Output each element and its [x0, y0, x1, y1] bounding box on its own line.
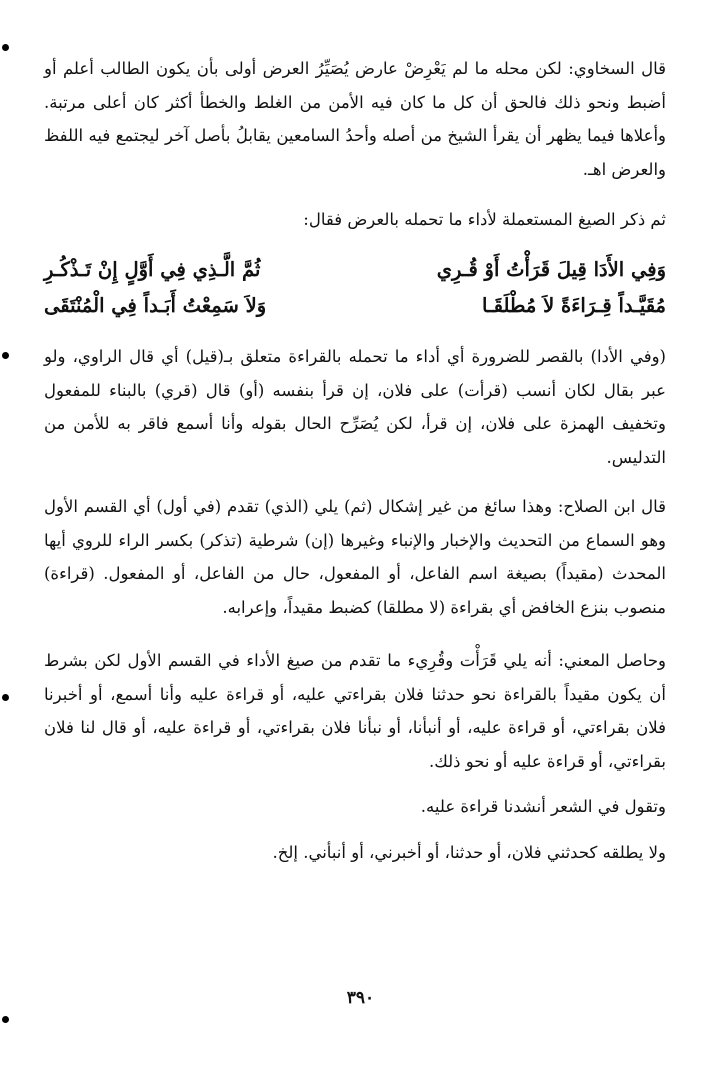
verse-2-first-hemistich: مُقَيَّـداً قِـرَاءَةً لاَ مُطْلَقَـا: [481, 294, 666, 317]
poem-line-2: [44, 288, 666, 324]
scan-edge-mark: [2, 44, 9, 51]
poem-line-1: [44, 252, 666, 288]
page-number: ٣٩٠: [346, 988, 375, 1008]
paragraph-sakhawi: قال السخاوي: لكن محله ما لم يَعْرِضْ عارض يُصَيِّرُ العرض أولى بأن يكون الطالب أعلم أو أضبط ونحو ذلك فالحق أن كل ما كان فيه الأمن من الغلط والخطأ أكثر كان أعلى مرتبة. وأعلاها فيما يظهر أن يقرأ الشيخ من أصله وأحدُ السامعين يقابلُ بأصل آخر ليجتمع فيه اللفظ والعرض اهـ.: [44, 59, 666, 179]
page-body: [44, 52, 666, 869]
verse-2-second-hemistich: وَلاَ سَمِعْتُ أَبَـداً فِي الْمُنْتَقَى: [44, 294, 267, 317]
verse-1-second-hemistich: ثُمَّ الَّـذِي فِي أَوَّلٍ إِنْ تَـذْكُـرِ: [44, 258, 261, 281]
scan-edge-mark: [2, 1016, 9, 1023]
paragraph-poetry-note: وتقول في الشعر أنشدنا قراءة عليه.: [420, 797, 666, 816]
poem-verses: [44, 252, 666, 324]
poem-intro: ثم ذكر الصيغ المستعملة لأداء ما تحمله بالعرض فقال:: [303, 209, 666, 229]
verse-1-first-hemistich: وَفِي الأَدَا قِيلَ قَرَأْتُ أَوْ قُـرِي: [436, 258, 666, 281]
scan-edge-mark: [2, 694, 9, 701]
paragraph-commentary-ada: (وفي الأدا) بالقصر للضرورة أي أداء ما تحمله بالقراءة متعلق بـ(قيل) أي قال الراوي، ولو عبر بقال لكان أنسب (قرأت) على فلان، إن قرأ بنفسه (أو) قال (قري) بالبناء للمفعول وتخفيف الهمزة على فلان، إن قرأ، لكن يُصَرِّح الحال بقوله وأنا أسمع فاقر به للأمن من التدليس.: [44, 347, 666, 467]
paragraph-ibn-salah: قال ابن الصلاح: وهذا سائغ من غير إشكال (ثم) يلي (الذي) تقدم (في أول) أي القسم الأول وهو السماع من التحديث والإخبار والإنباء وغيرها (إن) شرطية (تذكر) بكسر الراء للروي أيها المحدث (مقيداً) بصيغة اسم الفاعل، أو المفعول، حال من الفاعل، أو المفعول. (قراءة) منصوب بنزع الخافض أي بقراءة (لا مطلقا) كضبط مقيداً، وإعرابه.: [44, 497, 666, 617]
paragraph-closing: ولا يطلقه كحدثني فلان، أو حدثنا، أو أخبرني، أو أنبأني. إلخ.: [272, 842, 666, 862]
paragraph-summary: وحاصل المعني: أنه يلي قَرَأْت وقُرِيء ما تقدم من صيغ الأداء في القسم الأول لكن بشرط أن يكون مقيداً بالقراءة نحو حدثنا فلان بقراءتي عليه، أو قراءة عليه وأنا أسمع، أو أخبرنا فلان بقراءتي، أو قراءة عليه، أو أنبأنا، أو نبأنا فلان بقراءتي، أو قراءة عليه، أو قال لنا فلان بقراءتي، أو قراءة عليه أو نحو ذلك.: [44, 651, 666, 771]
scan-edge-mark: [2, 352, 9, 359]
